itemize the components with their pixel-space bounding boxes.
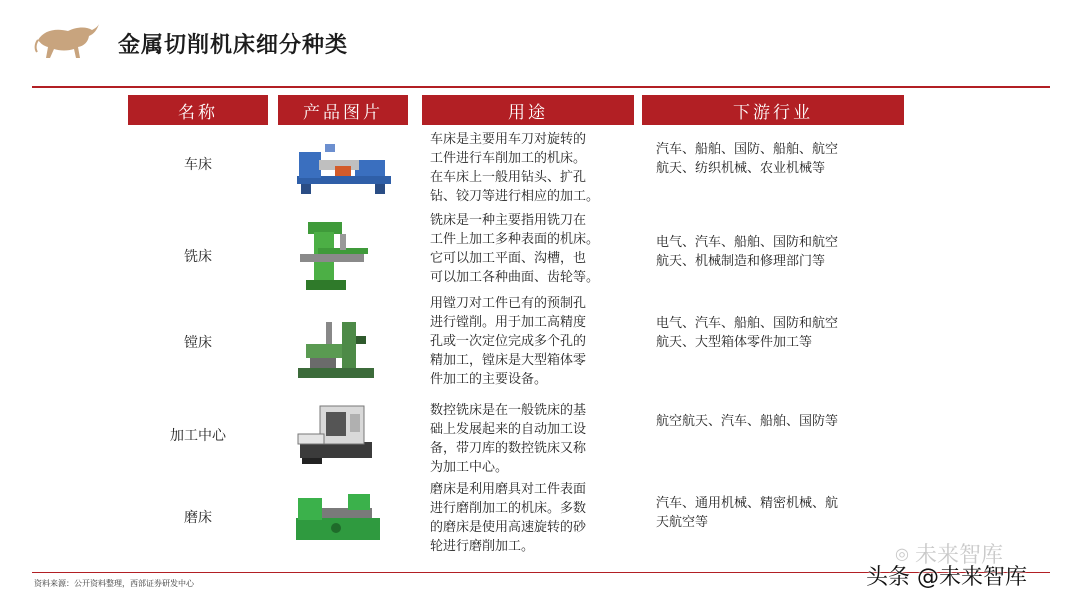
page-title: 金属切削机床细分种类 — [118, 33, 349, 58]
row-name: 加工中心 — [170, 428, 226, 444]
lathe-image — [295, 140, 393, 196]
header-image: 产品图片 — [278, 95, 408, 125]
usage-text: 用镗刀对工件已有的预制孔 进行镗削。用于加工高精度 孔或一次定位完成多个孔的 精加工，镗床是大型箱体零 件加工的主要设备。 — [430, 296, 587, 387]
usage-text: 车床是主要用车刀对旋转的 工件进行车削加工的机床。 在车床上一般用钻头、扩孔 钻、铰刀等进行相应的加工。 — [430, 132, 600, 204]
header-downstream: 下游行业 — [642, 95, 904, 125]
row-name: 镗床 — [184, 335, 212, 351]
row-name: 铣床 — [184, 249, 212, 265]
downstream-text: 航空航天、汽车、船舶、国防等 — [656, 414, 839, 429]
boring-machine-image — [296, 318, 376, 380]
wechat-icon: ◎ — [895, 544, 909, 563]
header-name: 名称 — [128, 95, 268, 125]
machining-center-image — [296, 402, 376, 466]
grinding-machine-image — [292, 488, 384, 544]
row-name: 车床 — [184, 157, 212, 173]
usage-text: 磨床是利用磨具对工件表面 进行磨削加工的机床。多数 的磨床是使用高速旋转的砂 轮进行磨削加工。 — [430, 482, 587, 554]
header-usage: 用途 — [422, 95, 634, 125]
row-name: 磨床 — [184, 510, 212, 526]
downstream-text: 汽车、通用机械、精密机械、航 天航空等 — [656, 496, 839, 530]
usage-text: 数控铣床是在一般铣床的基 础上发展起来的自动加工设 备，带刀库的数控铣床又称 为加工中心。 — [430, 403, 587, 475]
source-note: 资料来源：公开资料整理，西部证券研发中心 — [34, 579, 194, 588]
usage-text: 铣床是一种主要指用铣刀在 工件上加工多种表面的机床。 它可以加工平面、沟槽，也 可以加工各种曲面、齿轮等。 — [430, 213, 600, 285]
downstream-text: 汽车、船舶、国防、船舶、航空 航天、纺织机械、农业机械等 — [656, 142, 839, 176]
downstream-text: 电气、汽车、船舶、国防和航空 航天、机械制造和修理部门等 — [656, 235, 839, 269]
watermark: ◎ 未来智库 — [895, 543, 1003, 568]
bull-logo-icon — [34, 22, 100, 62]
milling-machine-image — [296, 218, 374, 292]
downstream-text: 电气、汽车、船舶、国防和航空 航天、大型箱体零件加工等 — [656, 316, 839, 350]
watermark-toutiao: 头条 @未来智库 — [866, 565, 1027, 590]
title-divider — [32, 86, 1050, 88]
